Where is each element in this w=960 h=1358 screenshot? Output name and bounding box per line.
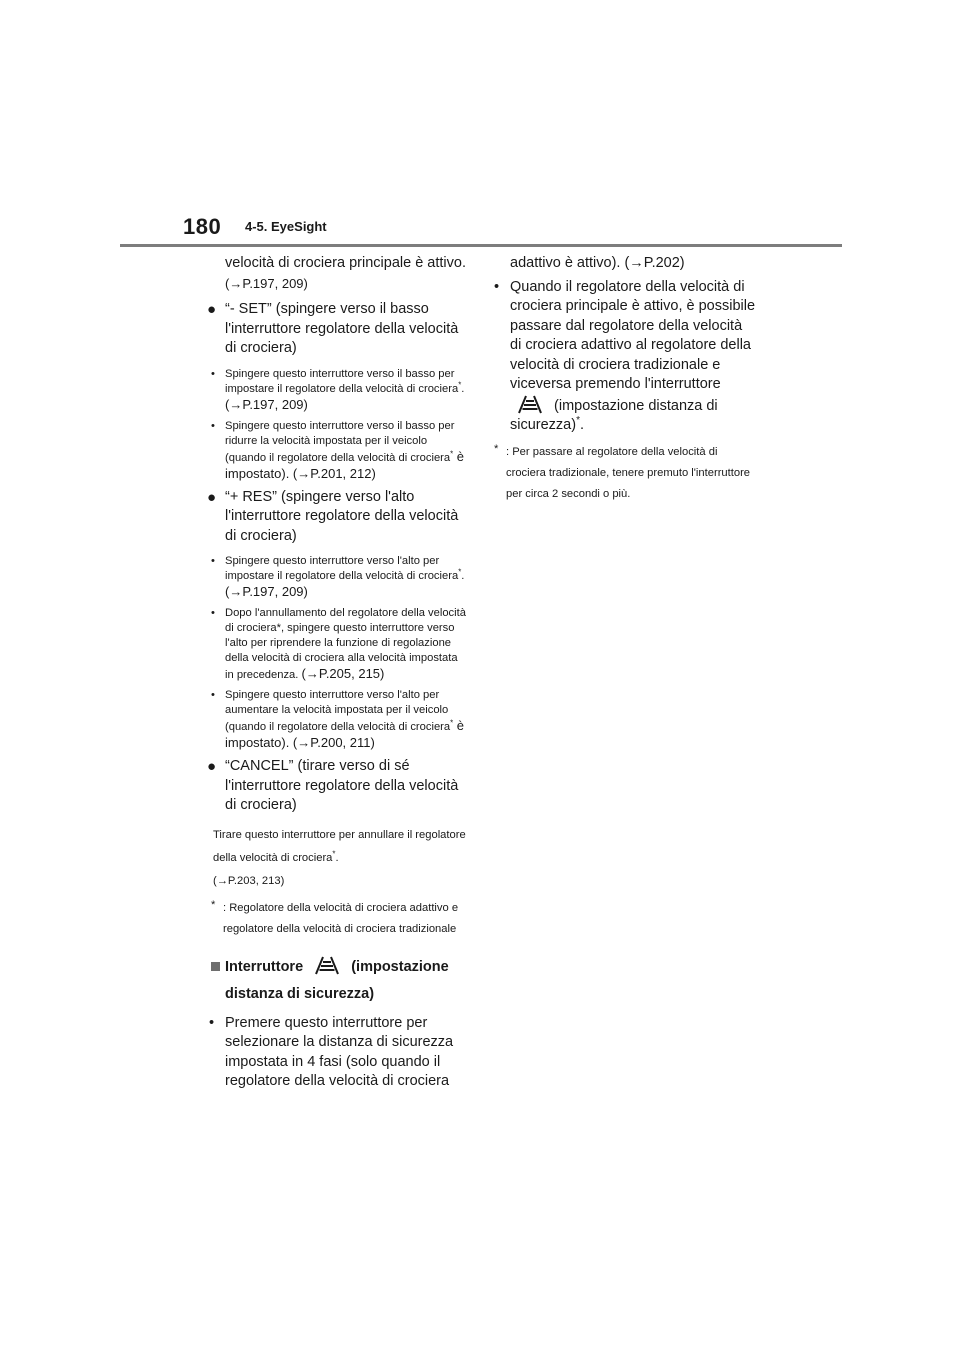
section-title: 4-5. EyeSight (245, 219, 327, 234)
left-column (205, 254, 467, 1096)
set-item-2: • Spingere questo interruttore verso il basso per ridurre la velocità impostata per il veicolo (quando il regolatore della velocità di crociera* è impostato). (→P.201, 212) (211, 419, 465, 481)
intro-ref: (→P.197, 209) (225, 275, 308, 291)
res-item-1-ref: (→P.197, 209) (225, 584, 308, 599)
bullet-dot-icon: ● (207, 488, 217, 506)
res-item-3-ref: (→P.200, 211) (292, 735, 375, 750)
set-item-1-text: Spingere questo interruttore verso il basso per impostare il regolatore della velocità di crociera (225, 367, 459, 395)
res-item-2-ref: (→P.205, 215) (301, 666, 385, 681)
cancel-description: Tirare questo interruttore per annullare il regolatore della velocità di crociera*. (→P.203, 213) (213, 828, 466, 887)
page-number: 180 (183, 214, 222, 239)
cancel-bullet (205, 757, 467, 816)
set-item-2-ref: (→P.201, 212) (292, 465, 376, 481)
res-title: “+ RES” (spingere verso l'alto l'interruttore regolatore della velocità di crociera) (225, 488, 459, 544)
cancel-title: “CANCEL” (tirare verso di sé l'interruttore regolatore della velocità di crociera) (225, 758, 459, 813)
set-bullet (205, 300, 467, 359)
set-item-1: • Spingere questo interruttore verso il basso per impostare il regolatore della velocità di crociera*. (→P.197, 209) (211, 367, 465, 412)
cancel-ref: (→P.203, 213) (213, 874, 285, 887)
bullet-dot-icon: ● (207, 758, 217, 775)
intro-text: velocità di crociera principale è attivo. (225, 255, 466, 271)
intro-continuation (205, 254, 467, 294)
header-divider (120, 244, 842, 247)
set-item-1-ref: (→P.197, 209) (225, 396, 308, 412)
heading-square-icon (211, 962, 220, 971)
footnote-left: * : Regolatore della velocità di crociera adattivo e regolatore della velocità di crociera tradizionale (211, 898, 459, 935)
footnote-right: * : Per passare al regolatore della velocità di crociera tradizionale, tenere premuto l'interruttore per circa 2 secondi o più. (494, 442, 751, 500)
right-continuation: adattivo è attivo). (→P.202) (510, 255, 685, 271)
following-distance-icon (518, 395, 542, 414)
res-item-2: • Dopo l'annullamento del regolatore della velocità di crociera*, spingere questo interruttore verso l'alto per riprendere la funzione di regolazione della velocità di crociera alla velocità impostata in precedenza. (→P.205, 215) (211, 607, 466, 681)
res-bullet (205, 488, 467, 547)
set-title: “- SET” (spingere verso il basso l'interruttore regolatore della velocità di crociera) (225, 301, 459, 356)
set-item-2-text: Spingere questo interruttore verso il basso per ridurre la velocità impostata per il veicolo (quando il regolatore della velocità di crociera (225, 419, 455, 464)
switch-mode-item: • Quando il regolatore della velocità di crociera principale è attivo, è possibile passare dal regolatore della velocità di crociera adattivo al regolatore della velocità di crociera tradizionale e viceversa premendo l'interruttore (impostazione distanza di sicurezza)*. (494, 278, 756, 433)
following-distance-icon (315, 956, 339, 975)
right-column (494, 254, 756, 505)
bullet-dot-icon: ● (207, 301, 217, 318)
distance-item: • Premere questo interruttore per selezionare la distanza di sicurezza impostata in 4 fasi (solo quando il regolatore della velocità di crociera (209, 1014, 454, 1089)
distance-heading: Interruttore (impostazione distanza di sicurezza) (205, 954, 467, 1008)
res-item-3: • Spingere questo interruttore verso l'alto per aumentare la velocità impostata per il veicolo (quando il regolatore della velocità di crociera* è impostato). (→P.200, 211) (211, 689, 465, 750)
res-item-1: • Spingere questo interruttore verso l'alto per impostare il regolatore della velocità di crociera*. (→P.197, 209) (211, 555, 465, 599)
